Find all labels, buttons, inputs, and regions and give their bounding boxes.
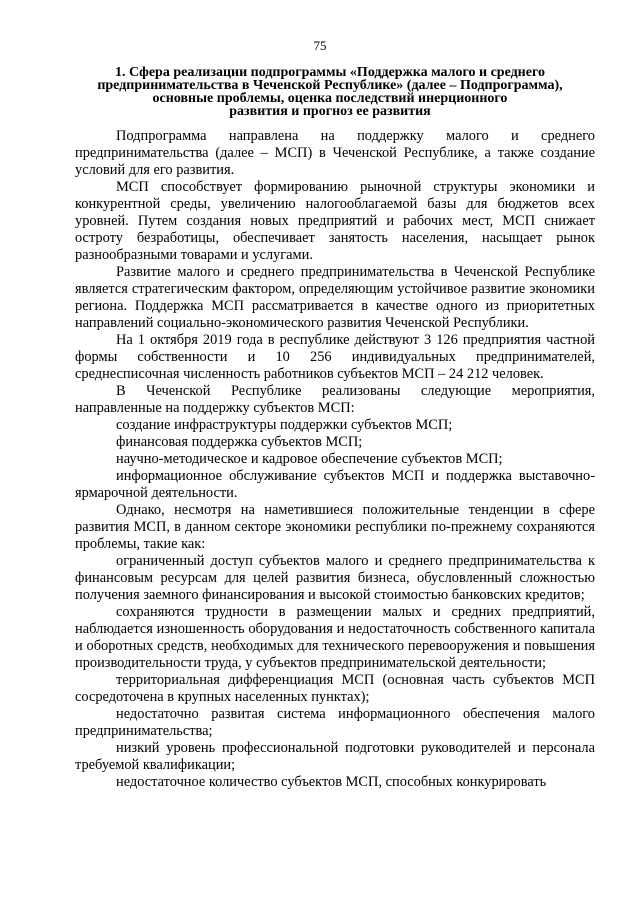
paragraph: В Чеченской Республике реализованы следующие мероприятия, направленные на поддержку субъектов МСП: <box>75 383 595 416</box>
list-item: информационное обслуживание субъектов МСП и поддержка выставочно-ярмарочной деятельности. <box>75 468 595 501</box>
list-item: недостаточно развитая система информационного обеспечения малого предпринимательства; <box>75 706 595 739</box>
heading-line: 1. Сфера реализации подпрограммы «Поддержка малого и среднего <box>115 65 545 80</box>
paragraph: Однако, несмотря на наметившиеся положительные тенденции в сфере развития МСП, в данном секторе экономики республики по-прежнему сохраняются проблемы, такие как: <box>75 502 595 552</box>
list-item: сохраняются трудности в размещении малых и средних предприятий, наблюдается изношенность оборудования и недостаточность собственного капитала и оборотных средств, необходимых для технического перевооружения и повышения производительности труда, у субъектов предпринимательской деятельности; <box>75 604 595 671</box>
list-item: создание инфраструктуры поддержки субъектов МСП; <box>116 417 453 433</box>
heading-line: развития и прогноз ее развития <box>229 104 431 119</box>
paragraph: На 1 октября 2019 года в республике действуют 3 126 предприятия частной формы собственности и 10 256 индивидуальных предпринимателей, среднесписочная численность работников субъектов МСП – 24 212 человек. <box>75 332 595 382</box>
paragraph: МСП способствует формированию рыночной структуры экономики и конкурентной среды, увеличению налогооблагаемой базы для бюджетов всех уровней. Путем создания новых предприятий и рабочих мест, МСП снижает остроту безработицы, обеспечивает занятость населения, насыщает рынок разнообразными товарами и услугами. <box>75 179 595 263</box>
body-text <box>75 128 595 791</box>
heading-line: предпринимательства в Чеченской Республике» (далее – Подпрограмма), <box>97 78 563 93</box>
list-item: финансовая поддержка субъектов МСП; <box>116 434 363 450</box>
list-item: научно-методическое и кадровое обеспечение субъектов МСП; <box>116 451 503 467</box>
list-item: территориальная дифференциация МСП (основная часть субъектов МСП сосредоточена в крупных населенных пунктах); <box>75 672 595 705</box>
section-heading <box>90 66 570 118</box>
list-item: низкий уровень профессиональной подготовки руководителей и персонала требуемой квалификации; <box>75 740 595 773</box>
list-item: недостаточное количество субъектов МСП, способных конкурировать <box>116 774 547 790</box>
paragraph: Развитие малого и среднего предпринимательства в Чеченской Республике является стратегическим фактором, определяющим устойчивое развитие экономики региона. Поддержка МСП рассматривается в качестве одного из приоритетных направлений социально-экономического развития Чеченской Республики. <box>75 264 595 331</box>
page-number: 75 <box>313 38 327 53</box>
list-item: ограниченный доступ субъектов малого и среднего предпринимательства к финансовым ресурсам для целей развития бизнеса, обусловленный сложностью получения заемного финансирования и высокой стоимостью банковских кредитов; <box>75 553 595 603</box>
paragraph: Подпрограмма направлена на поддержку малого и среднего предпринимательства (далее – МСП) в Чеченской Республике, а также создание условий для его развития. <box>75 128 595 178</box>
heading-line: основные проблемы, оценка последствий инерционного <box>152 91 508 106</box>
